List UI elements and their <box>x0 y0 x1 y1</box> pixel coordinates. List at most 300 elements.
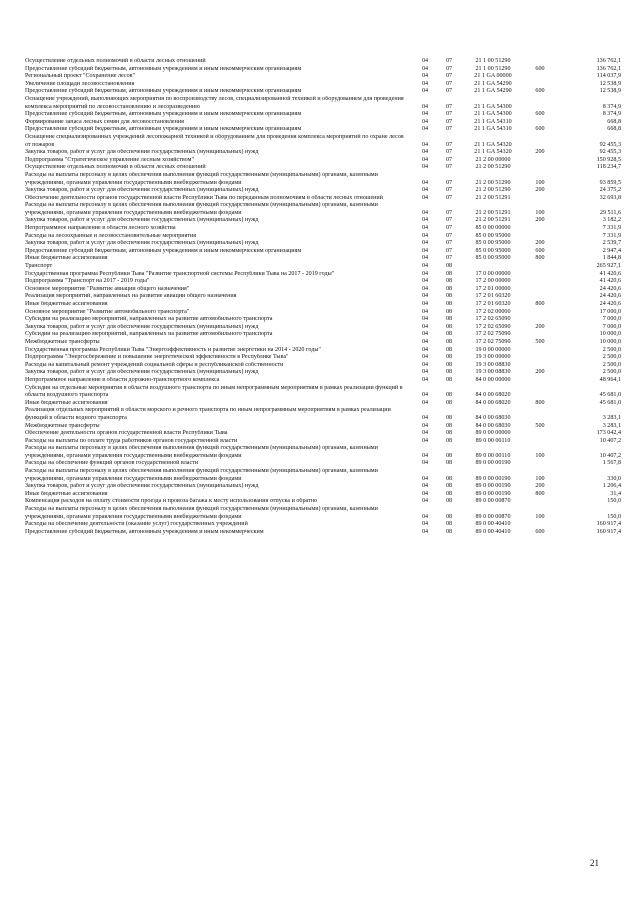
row-amount: 7 000,0 <box>602 323 621 330</box>
row-subsection: 07 <box>445 217 453 224</box>
table-row <box>25 491 621 499</box>
row-section: 04 <box>421 164 429 171</box>
row-section: 04 <box>421 338 429 345</box>
row-subsection: 08 <box>445 263 453 270</box>
row-name: Транспорт <box>25 263 53 270</box>
row-section: 04 <box>421 263 429 270</box>
row-subsection: 07 <box>445 88 453 95</box>
row-target-code: 84 0 00 68020 <box>475 399 511 406</box>
row-target-code: 21 1 GA 00000 <box>474 73 512 80</box>
row-amount: 160 917,4 <box>596 521 621 528</box>
row-section: 04 <box>421 247 429 254</box>
row-section: 04 <box>421 399 429 406</box>
table-row <box>25 202 621 217</box>
row-expense-type: 600 <box>535 247 545 254</box>
row-name: Расходы на выплаты персоналу в целях обеспечения выполнения функций государственными (муниципальными) органами, казенными учреждениями, органами управления государственными внебюджетными фондами <box>25 468 378 482</box>
table-row <box>25 149 621 157</box>
table-row <box>25 286 621 294</box>
table-row <box>25 278 621 286</box>
row-expense-type <box>525 58 555 66</box>
row-target-code: 89 0 00 00110 <box>475 437 511 444</box>
row-amount: 24 375,2 <box>599 187 621 194</box>
row-section: 04 <box>421 156 429 163</box>
row-target-code: 17 2 00 00000 <box>475 278 511 285</box>
row-section: 04 <box>421 346 429 353</box>
row-section: 04 <box>421 376 429 383</box>
row-subsection: 08 <box>445 369 453 376</box>
row-expense-type: 200 <box>535 483 545 490</box>
row-subsection: 08 <box>445 475 453 482</box>
row-expense-type: 100 <box>535 452 545 459</box>
row-subsection: 08 <box>445 285 453 292</box>
table-row <box>25 407 621 422</box>
budget-table-body <box>25 58 621 536</box>
row-target-code: 21 2 00 00000 <box>475 156 511 163</box>
row-amount: 1 567,8 <box>602 460 621 467</box>
row-name: Субсидии на реализацию мероприятий, направленных на развитие автомобильного транспорта <box>25 331 273 338</box>
row-target-code: 89 0 00 00870 <box>475 498 511 505</box>
row-target-code: 19 3 00 08830 <box>475 369 511 376</box>
row-subsection: 07 <box>445 164 453 171</box>
row-section: 04 <box>421 430 429 437</box>
row-section: 04 <box>421 293 429 300</box>
table-row <box>25 96 621 111</box>
row-expense-type: 100 <box>535 179 545 186</box>
row-section: 04 <box>421 308 429 315</box>
row-target-code: 21 1 GA 54290 <box>474 80 512 87</box>
row-target-code: 21 1 00 51290 <box>475 58 511 64</box>
row-expense-type <box>525 521 555 529</box>
row-subsection: 08 <box>445 430 453 437</box>
row-expense-type: 200 <box>535 187 545 194</box>
row-name: Предоставление субсидий бюджетным, автономным учреждениям и иным некоммерческим организациям <box>25 126 302 133</box>
row-name: Расходы на обеспечение функций органов государственной власти <box>25 460 199 467</box>
row-section: 04 <box>421 187 429 194</box>
row-subsection: 07 <box>445 80 453 87</box>
row-amount: 12 538,9 <box>599 88 621 95</box>
row-expense-type: 200 <box>535 217 545 224</box>
row-section: 04 <box>421 65 429 72</box>
row-expense-type <box>525 233 555 241</box>
row-section: 04 <box>421 369 429 376</box>
row-amount: 10 000,0 <box>599 338 621 345</box>
row-amount: 92 455,3 <box>599 149 621 156</box>
row-name: Расходы на обеспечение деятельности (оказание услуг) государственных учреждений <box>25 521 248 528</box>
row-subsection: 08 <box>445 521 453 528</box>
row-section: 04 <box>421 103 429 110</box>
row-subsection: 07 <box>445 103 453 110</box>
budget-table <box>25 58 621 536</box>
table-row <box>25 460 621 468</box>
row-subsection: 07 <box>445 255 453 262</box>
row-expense-type <box>525 362 555 370</box>
row-section: 04 <box>421 141 429 148</box>
row-subsection: 08 <box>445 513 453 520</box>
row-section: 04 <box>421 528 429 535</box>
table-row <box>25 316 621 324</box>
row-section: 04 <box>421 278 429 285</box>
row-name: Расходы на капитальный ремонт учреждений социальной сферы и республиканской собственности <box>25 361 284 368</box>
row-amount: 2 500,0 <box>602 354 621 361</box>
row-name: Обеспечение деятельности органов государственной власти Республики Тыва <box>25 430 228 437</box>
row-section: 04 <box>421 452 429 459</box>
row-target-code: 21 1 GA 54310 <box>474 126 512 133</box>
row-expense-type <box>525 271 555 279</box>
row-amount: 32 693,8 <box>599 194 621 201</box>
row-name: Иные бюджетные ассигнования <box>25 255 108 262</box>
row-expense-type <box>525 73 555 81</box>
row-section: 04 <box>421 323 429 330</box>
row-expense-type <box>525 119 555 127</box>
row-expense-type <box>525 347 555 355</box>
table-row <box>25 157 621 165</box>
row-expense-type: 800 <box>535 399 545 406</box>
row-name: Расходы на выплаты персоналу в целях обеспечения выполнения функций государственными (муниципальными) органами, казенными учреждениями, органами управления государственными внебюджетными фондами <box>25 506 378 520</box>
row-target-code: 21 2 00 51290 <box>475 187 511 194</box>
row-name: Закупка товаров, работ и услуг для обеспечения государственных (муниципальных) нужд <box>25 187 259 194</box>
row-target-code: 19 0 00 00000 <box>475 346 511 353</box>
row-expense-type <box>525 81 555 89</box>
row-section: 04 <box>421 392 429 399</box>
row-target-code: 17 2 02 65090 <box>475 323 511 330</box>
row-name: Государственная программа Республики Тыва "Энергоэффективность и развитие энергетики на 2014 - 2020 годы" <box>25 346 321 353</box>
row-target-code: 21 1 GA 54320 <box>474 141 512 148</box>
row-section: 04 <box>421 149 429 156</box>
row-amount: 41 420,6 <box>599 270 621 277</box>
row-name: Предоставление субсидий бюджетным, автономным учреждениям и иным некоммерческим организациям <box>25 65 302 72</box>
row-name: Иные бюджетные ассигнования <box>25 301 108 307</box>
row-name: Расходы на выплаты персоналу в целях обеспечения выполнения функций государственными (муниципальными) органами, казенными учреждениями, органами управления государственными внебюджетными фондами <box>25 445 378 459</box>
table-row <box>25 187 621 195</box>
table-row <box>25 233 621 241</box>
row-target-code: 89 0 00 00870 <box>475 513 511 520</box>
row-subsection: 08 <box>445 278 453 285</box>
row-expense-type <box>525 385 555 400</box>
row-amount: 1 206,4 <box>602 483 621 490</box>
row-target-code: 19 3 00 00000 <box>475 354 511 361</box>
row-section: 04 <box>421 422 429 429</box>
row-amount: 3 182,2 <box>602 217 621 224</box>
row-target-code: 21 2 00 51290 <box>475 179 511 186</box>
row-subsection: 07 <box>445 141 453 148</box>
table-row <box>25 293 621 301</box>
row-target-code: 17 2 02 75090 <box>475 338 511 345</box>
row-amount: 17 000,0 <box>599 308 621 315</box>
table-row <box>25 66 621 74</box>
row-section: 04 <box>421 217 429 224</box>
row-amount: 7 331,9 <box>602 232 621 239</box>
row-expense-type <box>525 293 555 301</box>
row-section: 04 <box>421 225 429 232</box>
row-section: 04 <box>421 331 429 338</box>
row-expense-type: 600 <box>535 65 545 72</box>
row-target-code: 85 0 00 95000 <box>475 247 511 254</box>
row-section: 04 <box>421 490 429 497</box>
row-subsection: 07 <box>445 240 453 247</box>
row-target-code: 17 2 01 60320 <box>475 293 511 300</box>
row-amount: 45 681,0 <box>599 392 621 399</box>
row-target-code: 21 1 00 51290 <box>475 65 511 72</box>
row-expense-type <box>525 354 555 362</box>
row-name: Осуществление отдельных полномочий в области лесных отношений <box>25 58 206 64</box>
row-section: 04 <box>421 209 429 216</box>
row-subsection: 07 <box>445 111 453 118</box>
row-target-code: 89 0 00 00190 <box>475 460 511 467</box>
row-amount: 12 538,9 <box>599 80 621 87</box>
row-section: 04 <box>421 88 429 95</box>
row-expense-type <box>525 498 555 506</box>
table-row <box>25 430 621 438</box>
row-target-code: 21 1 GA 54290 <box>474 88 512 95</box>
row-name: Закупка товаров, работ и услуг для обеспечения государственных (муниципальных) нужд <box>25 483 259 490</box>
row-expense-type: 200 <box>535 369 545 376</box>
row-amount: 10 407,2 <box>599 437 621 444</box>
row-expense-type <box>525 316 555 324</box>
row-expense-type: 100 <box>535 209 545 216</box>
row-name: Закупка товаров, работ и услуг для обеспечения государственных (муниципальных) нужд <box>25 323 259 330</box>
row-amount: 2 500,0 <box>602 369 621 376</box>
row-subsection: 08 <box>445 270 453 277</box>
table-row <box>25 172 621 187</box>
row-target-code: 84 0 00 00000 <box>475 376 511 383</box>
row-section: 04 <box>421 460 429 467</box>
row-name: Расходы на выплаты персоналу в целях обеспечения выполнения функций государственными (муниципальными) органами, казенными учреждениями, органами управления государственными внебюджетными фондами <box>25 171 378 186</box>
table-row <box>25 309 621 317</box>
row-name: Межбюджетные трансферты <box>25 338 100 345</box>
row-expense-type: 600 <box>535 111 545 118</box>
row-name: Непрограммное направление в области дорожно-транспортного комплекса <box>25 376 220 383</box>
row-expense-type <box>525 96 555 111</box>
row-expense-type: 600 <box>535 126 545 133</box>
row-subsection: 07 <box>445 194 453 201</box>
row-subsection: 07 <box>445 65 453 72</box>
row-subsection: 08 <box>445 354 453 361</box>
row-name: Расходы на лесоохранные и лесовосстановительные мероприятия <box>25 232 197 239</box>
row-subsection: 08 <box>445 483 453 490</box>
table-row <box>25 301 621 309</box>
row-amount: 10 407,2 <box>599 452 621 459</box>
row-section: 04 <box>421 232 429 239</box>
row-target-code: 89 0 00 40410 <box>475 521 511 528</box>
table-row <box>25 468 621 483</box>
row-subsection: 08 <box>445 293 453 300</box>
table-row <box>25 362 621 370</box>
row-name: Подпрограмма "Энергосбережение и повышение энергетической эффективности в Республике Тыва" <box>25 354 289 361</box>
row-subsection: 08 <box>445 490 453 497</box>
row-subsection: 08 <box>445 331 453 338</box>
row-target-code: 85 0 00 95000 <box>475 232 511 239</box>
table-row <box>25 126 621 134</box>
row-subsection: 07 <box>445 126 453 133</box>
table-row <box>25 164 621 172</box>
table-row <box>25 225 621 233</box>
table-row <box>25 438 621 446</box>
row-expense-type <box>525 164 555 172</box>
row-target-code: 84 0 00 68020 <box>475 392 511 399</box>
row-section: 04 <box>421 498 429 505</box>
row-expense-type: 200 <box>535 149 545 156</box>
row-subsection: 08 <box>445 376 453 383</box>
row-subsection: 08 <box>445 392 453 399</box>
row-target-code: 21 1 GA 54320 <box>474 149 512 156</box>
row-target-code: 21 2 00 51291 <box>475 209 511 216</box>
row-section: 04 <box>421 475 429 482</box>
row-amount: 265 927,1 <box>596 263 621 270</box>
row-subsection: 07 <box>445 209 453 216</box>
row-expense-type: 500 <box>535 422 545 429</box>
row-name: Закупка товаров, работ и услуг для обеспечения государственных (муниципальных) нужд <box>25 217 259 224</box>
table-row <box>25 81 621 89</box>
row-name: Реализация мероприятий, направленных на развитие авиации общего назначения <box>25 293 237 300</box>
row-amount: 160 917,4 <box>596 528 621 535</box>
row-name: Оснащение специализированных учреждений лесопожарной техникой и оборудованием для проведения комплекса мероприятий по охране лесов от пожаров <box>25 133 404 148</box>
row-section: 04 <box>421 301 429 307</box>
row-subsection: 07 <box>445 187 453 194</box>
row-section: 04 <box>421 240 429 247</box>
row-expense-type: 600 <box>535 528 545 535</box>
row-amount: 2 500,0 <box>602 361 621 368</box>
table-row <box>25 324 621 332</box>
row-name: Реализация отдельных мероприятий в области морского и речного транспорта по иным непрограммным мероприятиям в рамках реализации функций в области водного транспорта <box>25 407 391 421</box>
table-row <box>25 73 621 81</box>
row-section: 04 <box>421 285 429 292</box>
row-name: Закупка товаров, работ и услуг для обеспечения государственных (муниципальных) нужд <box>25 369 259 376</box>
table-row <box>25 119 621 127</box>
row-section: 04 <box>421 521 429 528</box>
row-expense-type: 600 <box>535 88 545 95</box>
row-name: Предоставление субсидий бюджетным, автономным учреждениям и иным некоммерческим организациям <box>25 111 302 118</box>
row-section: 04 <box>421 255 429 262</box>
row-expense-type: 100 <box>535 513 545 520</box>
row-subsection: 07 <box>445 179 453 186</box>
row-target-code: 85 0 00 00000 <box>475 225 511 232</box>
row-target-code <box>461 263 525 271</box>
row-name: Расходы на выплаты персоналу в целях обеспечения выполнения функций государственными (муниципальными) органами, казенными учреждениями, органами управления государственными внебюджетными фондами <box>25 202 378 216</box>
row-expense-type <box>525 331 555 339</box>
row-subsection: 07 <box>445 73 453 80</box>
row-name: Предоставление субсидий бюджетным, автономным учреждениям и иным некоммерческим организациям <box>25 88 302 95</box>
row-section: 04 <box>421 80 429 87</box>
table-row <box>25 400 621 408</box>
row-amount: 24 420,6 <box>599 285 621 292</box>
row-amount: 7 331,9 <box>602 225 621 232</box>
row-expense-type <box>525 225 555 233</box>
row-target-code: 21 2 00 51291 <box>475 194 511 201</box>
table-row <box>25 240 621 248</box>
row-expense-type: 200 <box>535 323 545 330</box>
row-amount: 48 964,1 <box>599 376 621 383</box>
row-target-code: 89 0 00 00000 <box>475 430 511 437</box>
row-name: Подпрограмма "Транспорт на 2017 - 2019 годы" <box>25 278 150 285</box>
row-name: Предоставление субсидий бюджетным, автономным учреждениям и иным некоммерческим организациям <box>25 247 302 254</box>
table-row <box>25 506 621 521</box>
row-section: 04 <box>421 483 429 490</box>
row-expense-type: 800 <box>535 255 545 262</box>
row-amount: 3 283,1 <box>602 422 621 429</box>
table-row <box>25 88 621 96</box>
table-row <box>25 195 621 203</box>
row-section: 04 <box>421 58 429 64</box>
row-expense-type: 100 <box>535 475 545 482</box>
row-name: Осуществление отдельных полномочий в области лесных отношений <box>25 164 206 171</box>
row-target-code: 89 0 00 40410 <box>475 528 511 535</box>
row-subsection: 08 <box>445 498 453 505</box>
row-expense-type <box>525 286 555 294</box>
table-row <box>25 498 621 506</box>
row-subsection: 08 <box>445 437 453 444</box>
row-expense-type <box>525 460 555 468</box>
row-name: Основное мероприятие "Развитие автомобильного транспорта" <box>25 308 190 315</box>
row-subsection: 08 <box>445 528 453 535</box>
row-target-code: 21 2 00 51291 <box>475 217 511 224</box>
row-expense-type <box>525 157 555 165</box>
row-target-code: 21 1 GA 54310 <box>474 118 512 125</box>
row-name: Подпрограмма "Стратегическое управление лесным хозяйством" <box>25 156 194 163</box>
budget-table-container <box>25 58 621 536</box>
row-expense-type: 800 <box>535 490 545 497</box>
row-expense-type: 200 <box>535 240 545 247</box>
row-expense-type <box>525 407 555 422</box>
row-expense-type <box>525 278 555 286</box>
table-row <box>25 377 621 385</box>
table-row <box>25 521 621 529</box>
table-row <box>25 354 621 362</box>
table-row <box>25 255 621 263</box>
row-target-code: 17 0 00 00000 <box>475 270 511 277</box>
row-amount: 31,4 <box>610 490 621 497</box>
row-amount: 45 681,0 <box>599 399 621 406</box>
row-target-code: 89 0 00 00190 <box>475 483 511 490</box>
row-section: 04 <box>421 437 429 444</box>
row-amount: 150 928,5 <box>596 156 621 163</box>
table-row <box>25 111 621 119</box>
row-subsection: 07 <box>445 225 453 232</box>
row-subsection: 08 <box>445 361 453 368</box>
row-amount: 118 234,7 <box>596 164 621 171</box>
row-name: Иные бюджетные ассигнования <box>25 399 108 406</box>
row-amount: 668,8 <box>607 118 621 125</box>
row-target-code: 85 0 00 95000 <box>475 240 511 247</box>
row-target-code: 89 0 00 00190 <box>475 475 511 482</box>
row-amount: 1 844,8 <box>602 255 621 262</box>
row-section: 04 <box>421 73 429 80</box>
row-amount: 8 374,9 <box>602 103 621 110</box>
row-target-code: 17 2 02 75090 <box>475 331 511 338</box>
row-target-code: 21 1 GA 54300 <box>474 103 512 110</box>
table-row <box>25 339 621 347</box>
row-name: Формирование запаса лесных семян для лесовосстановления <box>25 118 184 125</box>
row-amount: 2 947,4 <box>602 247 621 254</box>
row-name: Закупка товаров, работ и услуг для обеспечения государственных (муниципальных) нужд <box>25 240 259 247</box>
row-section: 04 <box>421 270 429 277</box>
row-section: 04 <box>421 354 429 361</box>
table-row <box>25 217 621 225</box>
row-section: 04 <box>421 316 429 323</box>
row-section: 04 <box>421 361 429 368</box>
table-row <box>25 423 621 431</box>
row-expense-type <box>525 438 555 446</box>
row-section: 04 <box>421 118 429 125</box>
row-section: 04 <box>421 513 429 520</box>
row-subsection: 08 <box>445 414 453 421</box>
row-subsection: 08 <box>445 338 453 345</box>
row-amount: 24 420,6 <box>599 301 621 307</box>
row-expense-type <box>525 430 555 438</box>
row-expense-type <box>525 377 555 385</box>
table-row <box>25 347 621 355</box>
row-target-code: 17 2 01 60320 <box>475 301 511 307</box>
row-amount: 2 500,0 <box>602 346 621 353</box>
